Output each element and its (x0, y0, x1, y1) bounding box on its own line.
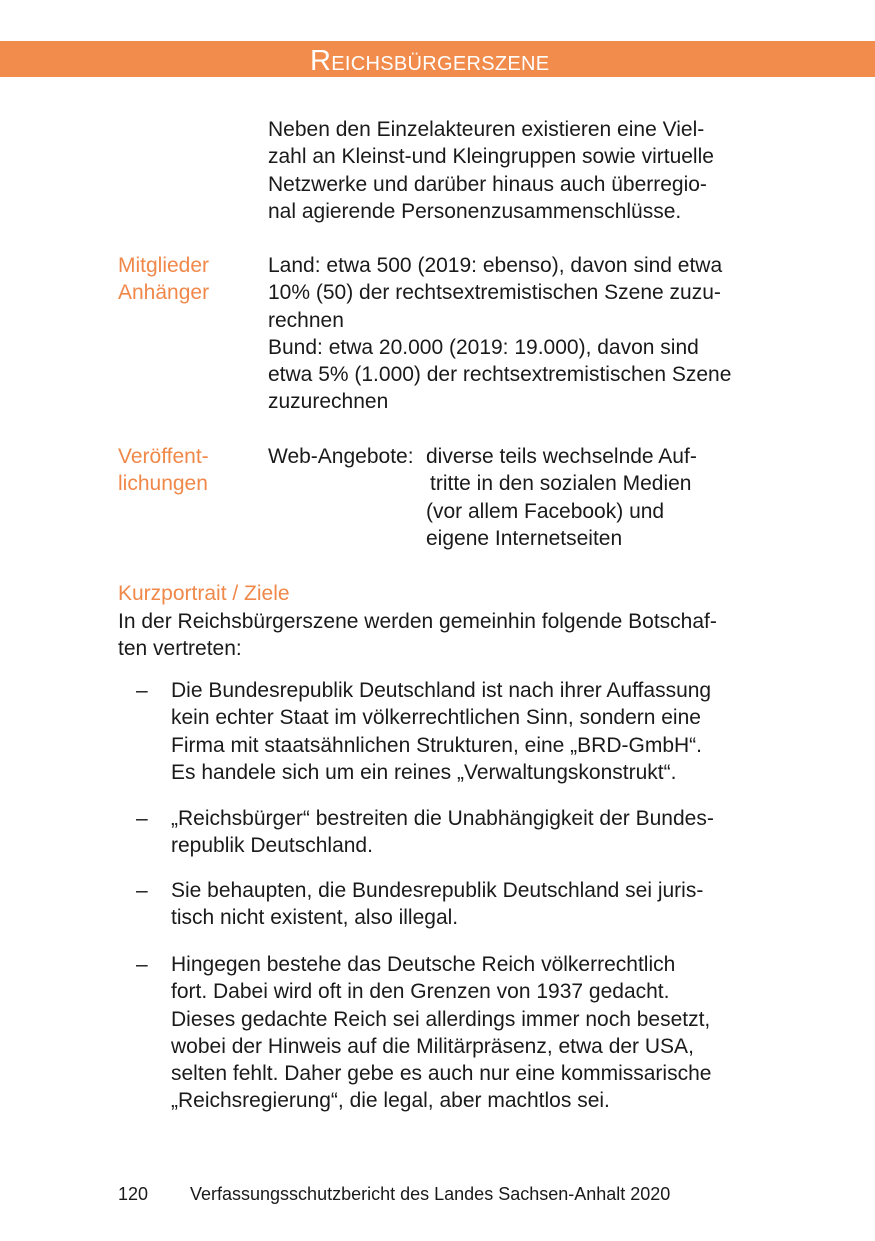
text-line: 10% (50) der rechtsextremistischen Szene zuzu- (268, 281, 721, 305)
text-line: tritte in den sozialen Medien (430, 472, 692, 496)
dash-bullet: – (136, 679, 148, 702)
section-intro (118, 608, 768, 663)
text-line: diverse teils wechselnde Auf- (426, 445, 697, 468)
text-line: In der Reichsbürgerszene werden gemeinhin folgende Botschaf- (118, 610, 717, 633)
text-line: nal agierende Personenzusammenschlüsse. (268, 199, 682, 223)
text-line: „Reichsbürger“ bestreiten die Unabhängigkeit der Bundes- (171, 807, 714, 830)
dash-bullet: – (136, 807, 148, 830)
text-line: (vor allem Facebook) und (426, 499, 665, 523)
publications-text (426, 443, 746, 552)
members-label (118, 252, 209, 307)
text-line: rechnen (268, 308, 344, 332)
text-line: Bund: etwa 20.000 (2019: 19.000), davon sind (268, 335, 699, 359)
text-line: ten vertreten: (118, 637, 242, 661)
text-line: Sie behaupten, die Bundesrepublik Deutschland sei juris- (171, 879, 704, 902)
page-title: Reichsbürgerszene (310, 45, 550, 77)
text-line: fort. Dabei wird oft in den Grenzen von 1937 gedacht. (171, 980, 670, 1004)
page-number: 120 (118, 1184, 149, 1204)
text-line: Es handele sich um ein reines „Verwaltungskonstrukt“. (171, 760, 677, 784)
label-line: Anhänger (118, 281, 210, 305)
text-line: Die Bundesrepublik Deutschland ist nach ihrer Auffassung (171, 679, 712, 702)
text-line: zahl an Kleinst-und Kleingruppen sowie virtuelle (268, 145, 714, 169)
text-line: etwa 5% (1.000) der rechtsextremistischen Szene (268, 363, 732, 387)
text-line: wobei der Hinweis auf die Militärpräsenz, etwa der USA, (171, 1034, 694, 1058)
section-heading: Kurzportrait / Ziele (118, 582, 290, 605)
page-footer (118, 1181, 670, 1207)
text-line: Firma mit staatsähnlichen Strukturen, eine „BRD-GmbH“. (171, 733, 702, 757)
text-line: selten fehlt. Daher gebe es auch nur eine kommissarische (171, 1062, 712, 1086)
label-line: Mitglieder (118, 254, 210, 277)
text-line: eigene Internetseiten (426, 526, 623, 550)
footer-text: Verfassungsschutzbericht des Landes Sachsen-Anhalt 2020 (190, 1184, 671, 1204)
publications-key: Web-Angebote: (268, 445, 414, 468)
text-line: „Reichsregierung“, die legal, aber machtlos sei. (171, 1089, 610, 1113)
text-line: Land: etwa 500 (2019: ebenso), davon sind etwa (268, 254, 723, 277)
text-line: Hingegen bestehe das Deutsche Reich völkerrechtlich (171, 953, 676, 976)
label-line: Veröffent- (118, 445, 209, 468)
dash-bullet: – (136, 953, 148, 976)
text-line: Neben den Einzelakteuren existieren eine Viel- (268, 118, 705, 141)
dash-bullet: – (136, 879, 148, 902)
label-line: lichungen (118, 472, 208, 496)
header-bar (0, 41, 875, 77)
text-line: kein echter Staat im völkerrechtlichen Sinn, sondern eine (171, 706, 701, 730)
text-line: Dieses gedachte Reich sei allerdings immer noch besetzt, (171, 1007, 711, 1031)
text-line: republik Deutschland. (171, 834, 373, 858)
text-line: tisch nicht existent, also illegal. (171, 906, 459, 930)
text-line: Netzwerke und darüber hinaus auch überregio- (268, 172, 707, 196)
text-line: zuzurechnen (268, 390, 389, 414)
members-text (268, 252, 768, 416)
intro-paragraph (268, 116, 768, 225)
publications-label (118, 443, 209, 498)
